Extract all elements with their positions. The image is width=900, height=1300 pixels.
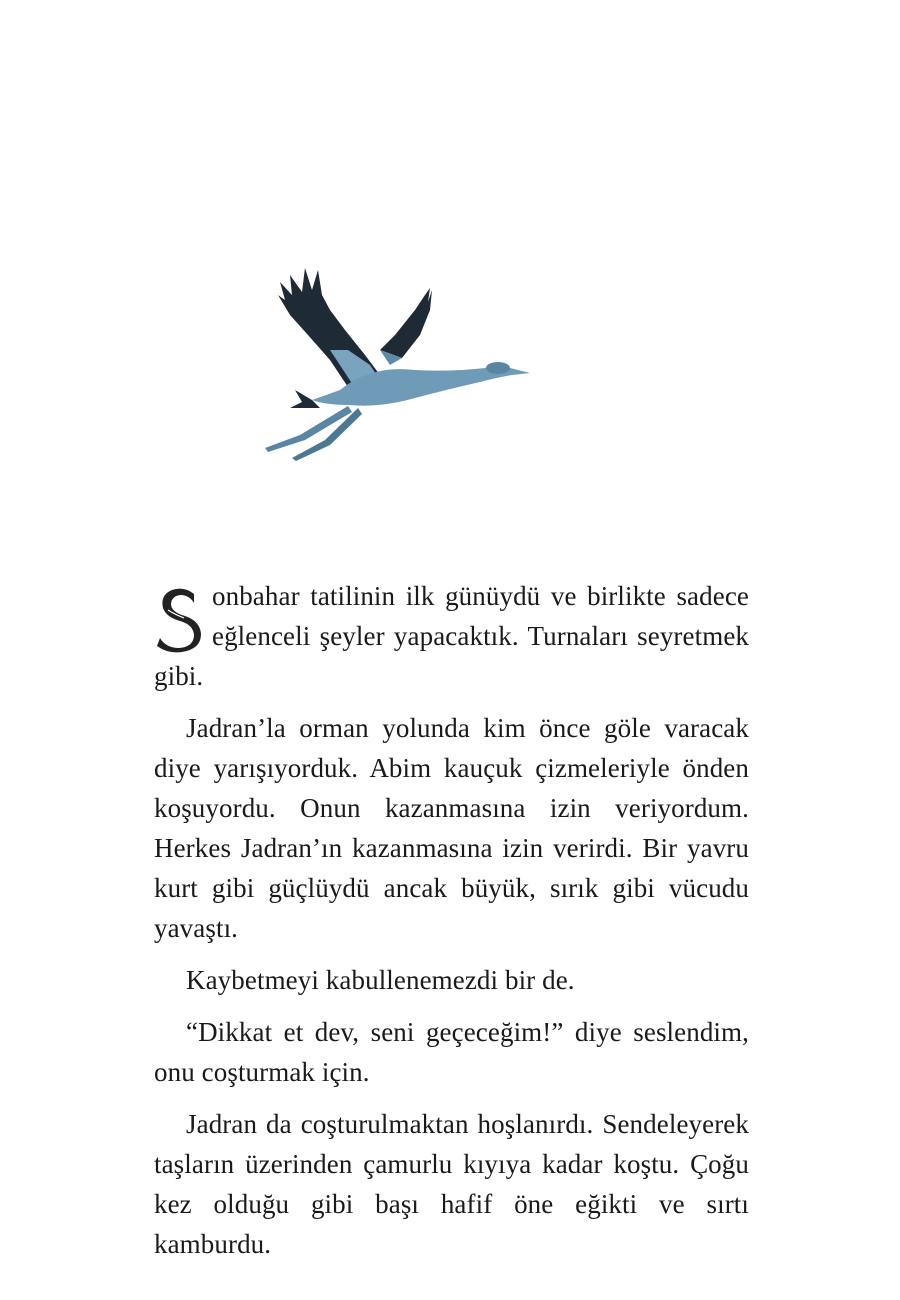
- dropcap-s-icon: [154, 584, 206, 654]
- paragraph-1-text: onbahar tatilinin ilk günüydü ve birlikte sadece eğlenceli şeyler yapacaktık. Turnaları seyretmek gibi.: [154, 581, 749, 691]
- dropcap: [154, 584, 206, 654]
- paragraph-1: [154, 576, 749, 696]
- dropcap-letter: [154, 654, 155, 655]
- story-text: [154, 576, 749, 1276]
- paragraph-4: “Dikkat et dev, seni geçeceğim!” diye seslendim, onu coşturmak için.: [154, 1017, 749, 1087]
- paragraph-2: Jadran’la orman yolunda kim önce göle varacak diye yarışıyorduk. Abim kauçuk çizmeleriyle önden koşuyordu. Onun kazanmasına izin veriyordum. Herkes Jadran’ın kazanmasına izin verirdi. Bir yavru kurt gibi güçlüydü ancak büyük, sırık gibi vücudu yavaştı.: [154, 713, 749, 943]
- paragraph-3: Kaybetmeyi kabullenemezdi bir de.: [186, 965, 575, 995]
- crane-illustration: [230, 240, 550, 470]
- paragraph-5: Jadran da coşturulmaktan hoşlanırdı. Sendeleyerek taşların üzerinden çamurlu kıyıya kadar koştu. Çoğu kez olduğu gibi başı hafif öne eğikti ve sırtı kamburdu.: [154, 1109, 749, 1259]
- crane-icon: [230, 240, 550, 470]
